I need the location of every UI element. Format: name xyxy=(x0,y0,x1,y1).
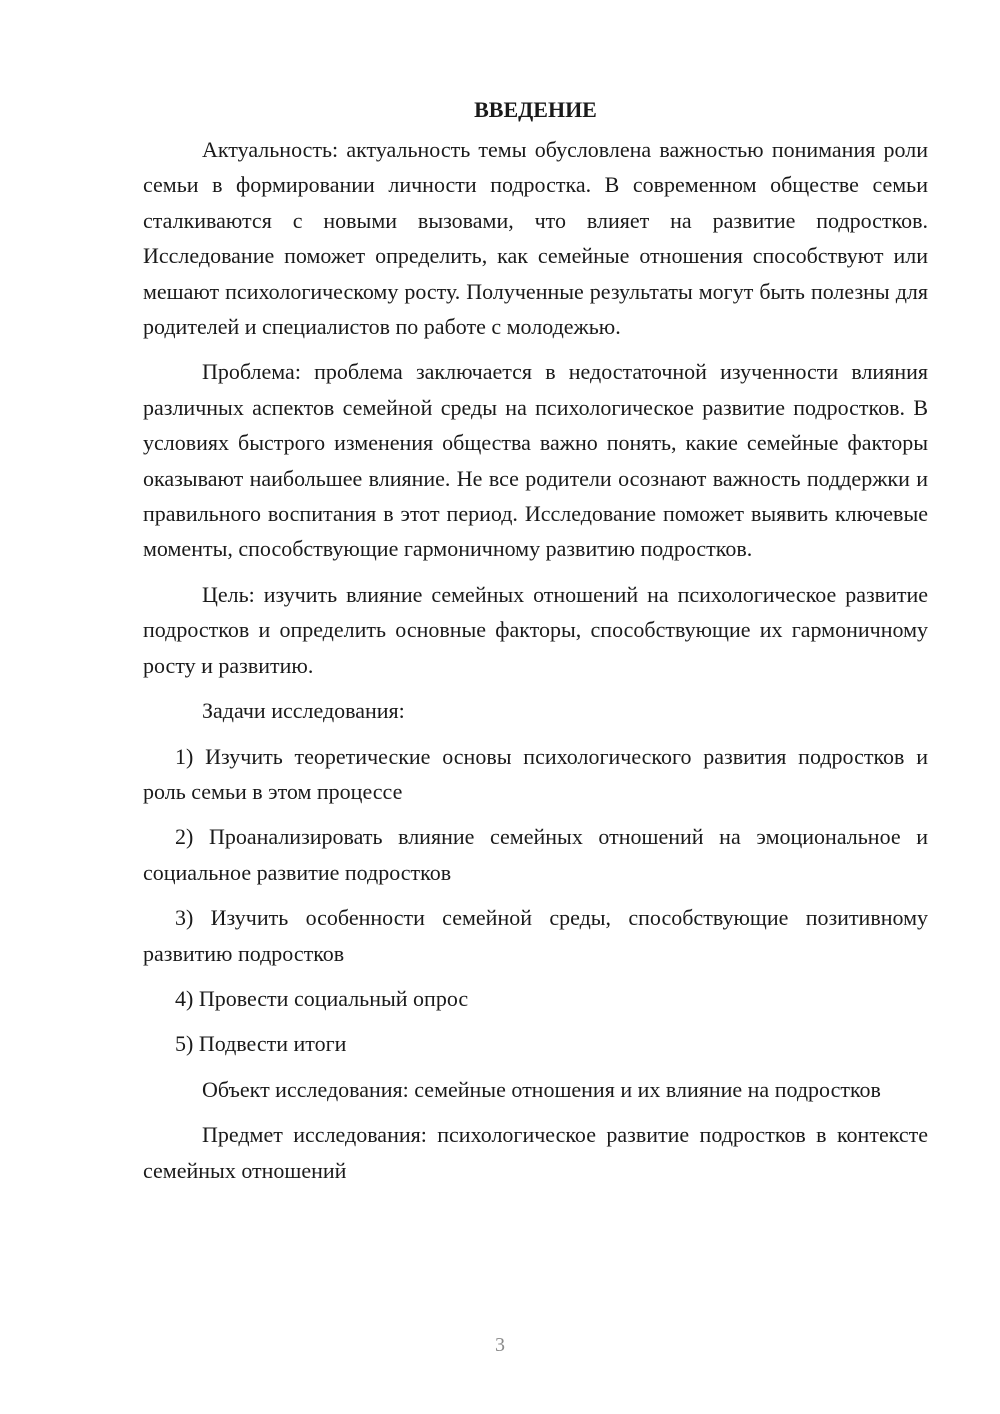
paragraph-object: Объект исследования: семейные отношения и их влияние на подростков xyxy=(202,1076,881,1102)
task-item-4: 4) Провести социальный опрос xyxy=(175,985,469,1011)
task-item-3: 3) Изучить особенности семейной среды, способствующие позитивному развитию подростков xyxy=(143,905,928,966)
paragraph-tasks-heading: Задачи исследования: xyxy=(202,698,405,724)
page-number: 3 xyxy=(495,1334,505,1356)
task-item-2: 2) Проанализировать влияние семейных отношений на эмоциональное и социальное развитие подростков xyxy=(143,824,928,885)
paragraph-problem: Проблема: проблема заключается в недостаточной изученности влияния различных аспектов семейной среды на психологическое развитие подростков. В условиях быстрого изменения общества важно понять, какие семейные факторы оказывают наибольшее влияние. Не все родители осознают важность поддержки и правильного воспитания в этот период. Исследование поможет выявить ключевые моменты, способствующие гармоничному развитию подростков. xyxy=(143,359,928,562)
task-item-5: 5) Подвести итоги xyxy=(175,1031,347,1057)
page-title: ВВЕДЕНИЕ xyxy=(474,97,597,122)
paragraph-relevance: Актуальность: актуальность темы обусловлена важностью понимания роли семьи в формировании личности подростка. В современном обществе семьи сталкиваются с новыми вызовами, что влияет на развитие подростков. Исследование поможет определить, как семейные отношения способствуют или мешают психологическому росту. Полученные результаты могут быть полезны для родителей и специалистов по работе с молодежью. xyxy=(143,137,928,340)
paragraph-goal: Цель: изучить влияние семейных отношений на психологическое развитие подростков и определить основные факторы, способствующие их гармоничному росту и развитию. xyxy=(143,581,928,678)
document-page xyxy=(143,92,928,1188)
task-item-1: 1) Изучить теоретические основы психологического развития подростков и роль семьи в этом процессе xyxy=(143,743,928,804)
paragraph-subject: Предмет исследования: психологическое развитие подростков в контексте семейных отношений xyxy=(143,1122,928,1183)
